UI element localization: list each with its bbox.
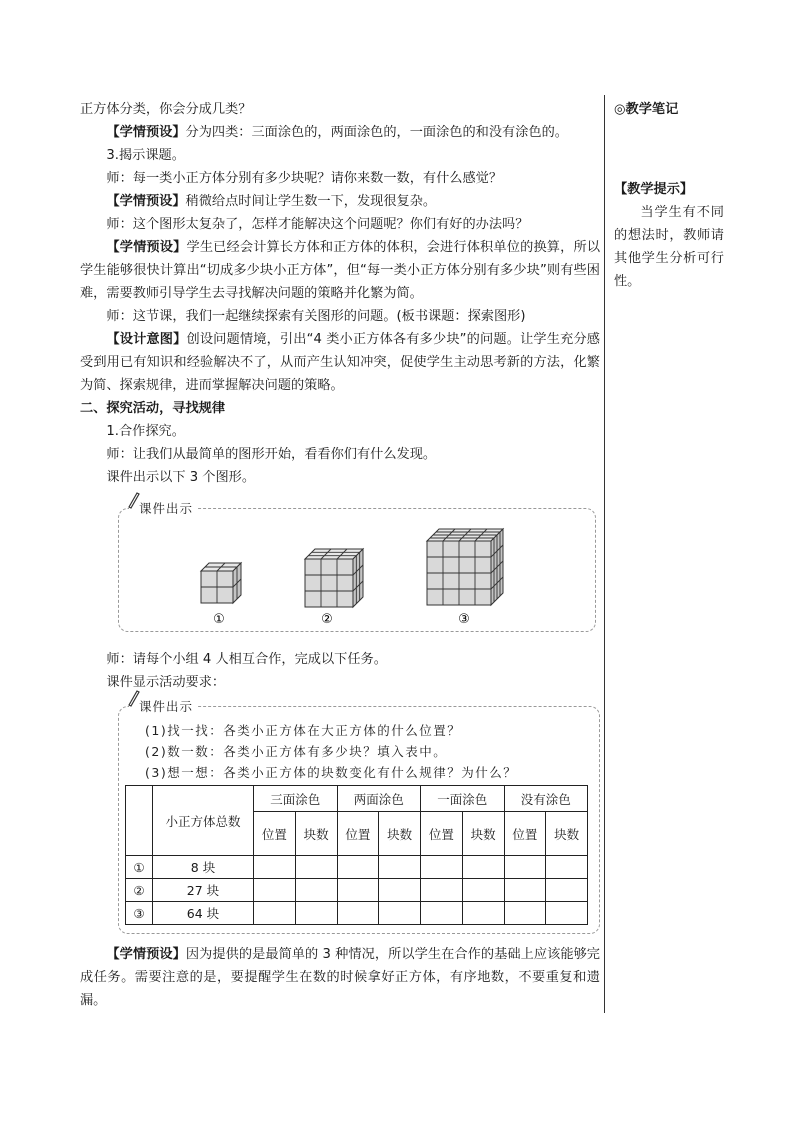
row-index: ① <box>126 856 153 879</box>
text-line: 【设计意图】创设问题情境，引出“4 类小正方体各有多少块”的问题。让学生充分感受到用已有知识和经验解决不了，从而产生认知冲突，促使学生主动思考新的方法，化繁为简、探索规律，进而掌握解决问题的策略。 <box>80 332 600 393</box>
cube-label: ③ <box>458 612 470 627</box>
group-header: 两面涂色 <box>337 786 421 812</box>
text-line: 正方体分类，你会分成几类？ <box>80 102 252 117</box>
row-total: 8 块 <box>153 856 254 879</box>
requirement: (2)数一数：各类小正方体有多少块？填入表中。 <box>145 744 448 759</box>
text-line: 1.合作探究。 <box>106 424 185 439</box>
cube-2x2 <box>201 563 241 603</box>
courseware-box-task <box>118 699 600 934</box>
courseware-box-cubes <box>118 501 596 632</box>
sub-header: 位置 <box>337 812 379 856</box>
sub-header: 块数 <box>462 812 504 856</box>
courseware-label: 课件出示 <box>129 499 197 517</box>
pencil-icon <box>127 689 141 707</box>
main-text-2 <box>80 648 600 694</box>
sub-header: 位置 <box>504 812 546 856</box>
cube-label: ① <box>213 612 225 627</box>
tip-text: 当学生有不同的想法时，教师请其他学生分析可行性。 <box>614 205 724 289</box>
row-index: ③ <box>126 902 153 925</box>
text-line: 【学情预设】分为四类：三面涂色的，两面涂色的，一面涂色的和没有涂色的。 <box>106 125 568 140</box>
cube-3x3 <box>305 549 363 607</box>
text-line: 师：这个图形太复杂了，怎样才能解决这个问题呢？你们有好的办法吗？ <box>106 217 529 232</box>
row-index: ② <box>126 879 153 902</box>
text-line: 课件出示以下 3 个图形。 <box>106 470 256 485</box>
group-header: 没有涂色 <box>504 786 588 812</box>
text-line: 【学情预设】因为提供的是最简单的 3 种情况，所以学生在合作的基础上应该能够完成任务。需要注意的是，要提醒学生在数的时候拿好正方体，有序地数，不要重复和遗漏。 <box>80 947 600 1008</box>
side-notes <box>614 98 724 293</box>
table-row <box>126 902 588 925</box>
requirement: (3)想一想：各类小正方体的块数变化有什么规律？为什么？ <box>145 765 518 780</box>
text-line: 课件显示活动要求： <box>106 675 226 690</box>
text-line: 师：请每个小组 4 人相互合作，完成以下任务。 <box>106 652 387 667</box>
main-text-3 <box>80 943 600 1012</box>
main-text <box>80 98 600 489</box>
table-row <box>126 856 588 879</box>
sub-header: 块数 <box>295 812 337 856</box>
courseware-label: 课件出示 <box>129 697 197 715</box>
text-line: 师：每一类小正方体分别有多少块呢？请你来数一数，有什么感觉？ <box>106 171 503 186</box>
total-header: 小正方体总数 <box>153 786 254 856</box>
text-line: 3.揭示课题。 <box>106 148 185 163</box>
task-table <box>125 785 588 925</box>
row-total: 64 块 <box>153 902 254 925</box>
sub-header: 位置 <box>254 812 296 856</box>
group-header: 一面涂色 <box>421 786 505 812</box>
tip-title: 【教学提示】 <box>614 182 694 197</box>
column-divider <box>604 95 605 1013</box>
row-total: 27 块 <box>153 879 254 902</box>
table-row <box>126 879 588 902</box>
cube-label: ② <box>321 612 333 627</box>
pencil-icon <box>127 491 141 509</box>
text-line: 师：这节课，我们一起继续探索有关图形的问题。(板书课题：探索图形) <box>106 309 526 324</box>
group-header: 三面涂色 <box>254 786 338 812</box>
sub-header: 块数 <box>379 812 421 856</box>
sub-header: 位置 <box>421 812 463 856</box>
section-heading: 二、探究活动，寻找规律 <box>80 401 226 416</box>
cubes-figure <box>119 509 595 631</box>
requirement: (1)找一找：各类小正方体在大正方体的什么位置？ <box>145 723 462 738</box>
text-line: 师：让我们从最简单的图形开始，看看你们有什么发现。 <box>106 447 437 462</box>
cube-4x4 <box>427 529 503 605</box>
text-line: 【学情预设】学生已经会计算长方体和正方体的体积，会进行体积单位的换算，所以学生能够很快计算出“切成多少块小正方体”，但“每一类小正方体分别有多少块”则有些困难，需要教师引导学生去寻找解决问题的策略并化繁为简。 <box>80 240 601 301</box>
text-line: 【学情预设】稍微给点时间让学生数一下，发现很复杂。 <box>106 194 437 209</box>
notes-title: ◎教学笔记 <box>614 102 679 117</box>
sub-header: 块数 <box>546 812 588 856</box>
